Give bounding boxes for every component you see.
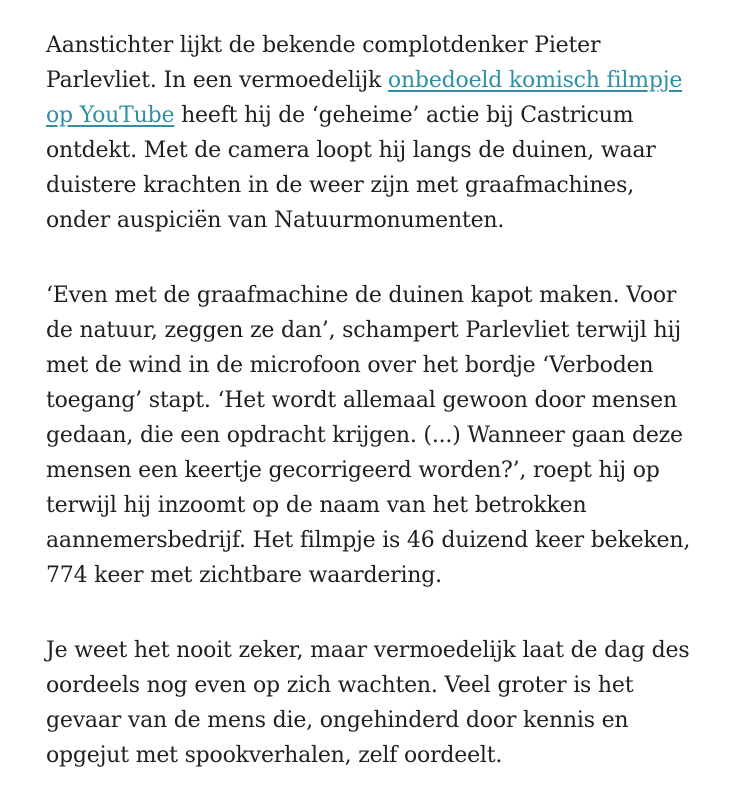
paragraph-3 — [46, 633, 689, 773]
text-line: gevaar van de mens die, ongehinderd door kennis en — [46, 708, 629, 733]
text-line: aannemersbedrijf. Het filmpje is 46 duizend keer bekeken, — [46, 528, 691, 553]
paragraph-2 — [46, 278, 689, 593]
text-line: Aanstichter lijkt de bekende complotdenker Pieter — [46, 33, 601, 58]
text-line: duistere krachten in de weer zijn met graafmachines, — [46, 173, 634, 198]
text-line: mensen een keertje gecorrigeerd worden?’, roept hij op — [46, 458, 660, 483]
text-line: oordeels nog even op zich wachten. Veel groter is het — [46, 673, 634, 698]
text-line: 774 keer met zichtbare waardering. — [46, 563, 442, 588]
text-line: de natuur, zeggen ze dan’, schampert Parlevliet terwijl hij — [46, 318, 681, 343]
text-line: toegang’ stapt. ‘Het wordt allemaal gewoon door mensen — [46, 388, 677, 413]
text-line: terwijl hij inzoomt op de naam van het betrokken — [46, 493, 587, 518]
line-text: heeft hij de ‘geheime’ actie bij Castricum — [174, 103, 634, 128]
text-line: met de wind in de microfoon over het bordje ‘Verboden — [46, 353, 654, 378]
text-line — [46, 98, 689, 133]
line-text: Parlevliet. In een vermoedelijk — [46, 68, 388, 93]
youtube-video-link-continued[interactable]: op YouTube — [46, 103, 175, 128]
text-line: opgejut met spookverhalen, zelf oordeelt. — [46, 743, 503, 768]
text-line: ‘Even met de graafmachine de duinen kapot maken. Voor — [46, 283, 677, 308]
text-line: Je weet het nooit zeker, maar vermoedelijk laat de dag des — [46, 638, 690, 663]
youtube-video-link[interactable]: onbedoeld komisch filmpje — [387, 68, 683, 93]
text-line — [46, 63, 689, 98]
paragraph-1 — [46, 28, 689, 238]
text-line: gedaan, die een opdracht krijgen. (...) Wanneer gaan deze — [46, 423, 683, 448]
text-line: onder auspiciën van Natuurmonumenten. — [46, 208, 505, 233]
text-line: ontdekt. Met de camera loopt hij langs de duinen, waar — [46, 138, 656, 163]
